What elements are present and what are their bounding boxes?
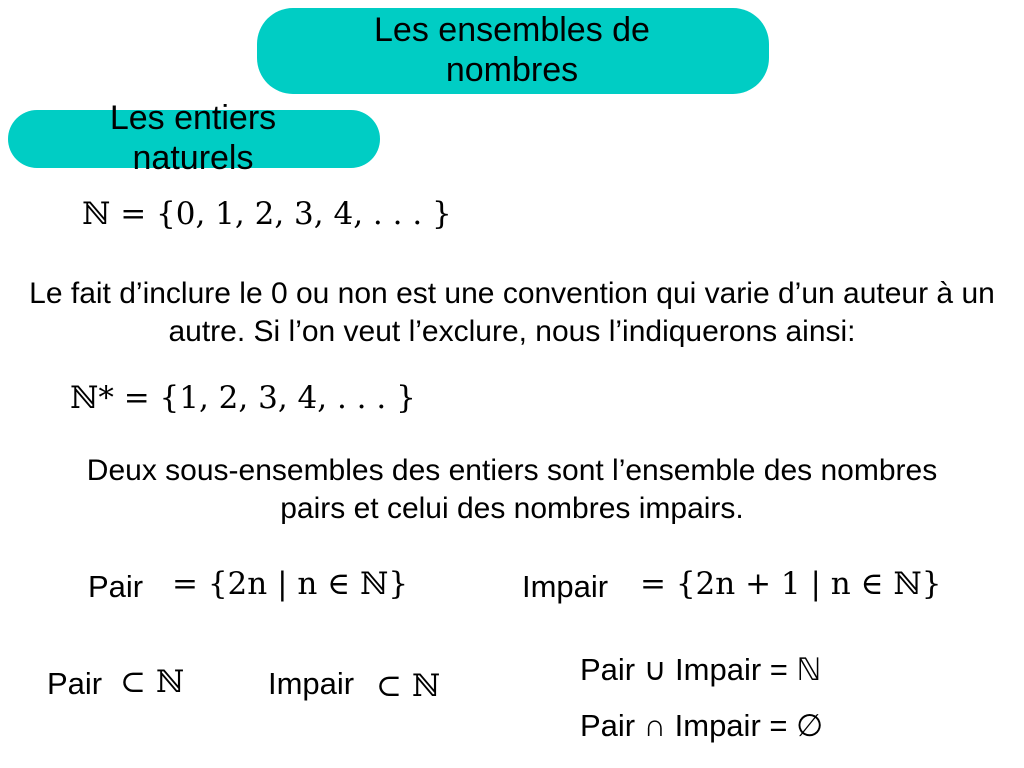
subsets-paragraph: Deux sous-ensembles des entiers sont l’ensemble des nombres pairs et celui des nombres impairs. xyxy=(86,454,938,525)
natural-numbers-set: ℕ = {0, 1, 2, 3, 4, . . . } xyxy=(82,196,452,232)
impair-definition: = {2n + 1 | n ∈ ℕ} xyxy=(640,566,942,602)
pair-subset-expression: ⊂ ℕ xyxy=(120,664,185,700)
natural-numbers-star-set: ℕ* = {1, 2, 3, 4, . . . } xyxy=(70,380,416,416)
pair-subset-label: Pair xyxy=(47,666,103,701)
impair-subset-expression: ⊂ ℕ xyxy=(376,668,441,704)
impair-label: Impair xyxy=(522,569,609,604)
pair-label: Pair xyxy=(88,569,144,604)
union-expression: Pair ∪ Impair = ℕ xyxy=(580,652,822,687)
intersection-expression: Pair ∩ Impair = ∅ xyxy=(580,708,824,743)
slide-title: Les ensembles de nombres xyxy=(374,11,650,89)
slide-subtitle: Les entiers naturels xyxy=(109,99,277,177)
convention-paragraph: Le fait d’inclure le 0 ou non est une convention qui varie d’un auteur à un autre. Si l’on veut l’exclure, nous l’indiquerons ainsi: xyxy=(29,277,995,348)
impair-subset-label: Impair xyxy=(268,666,355,701)
pair-definition: = {2n | n ∈ ℕ} xyxy=(172,566,409,602)
